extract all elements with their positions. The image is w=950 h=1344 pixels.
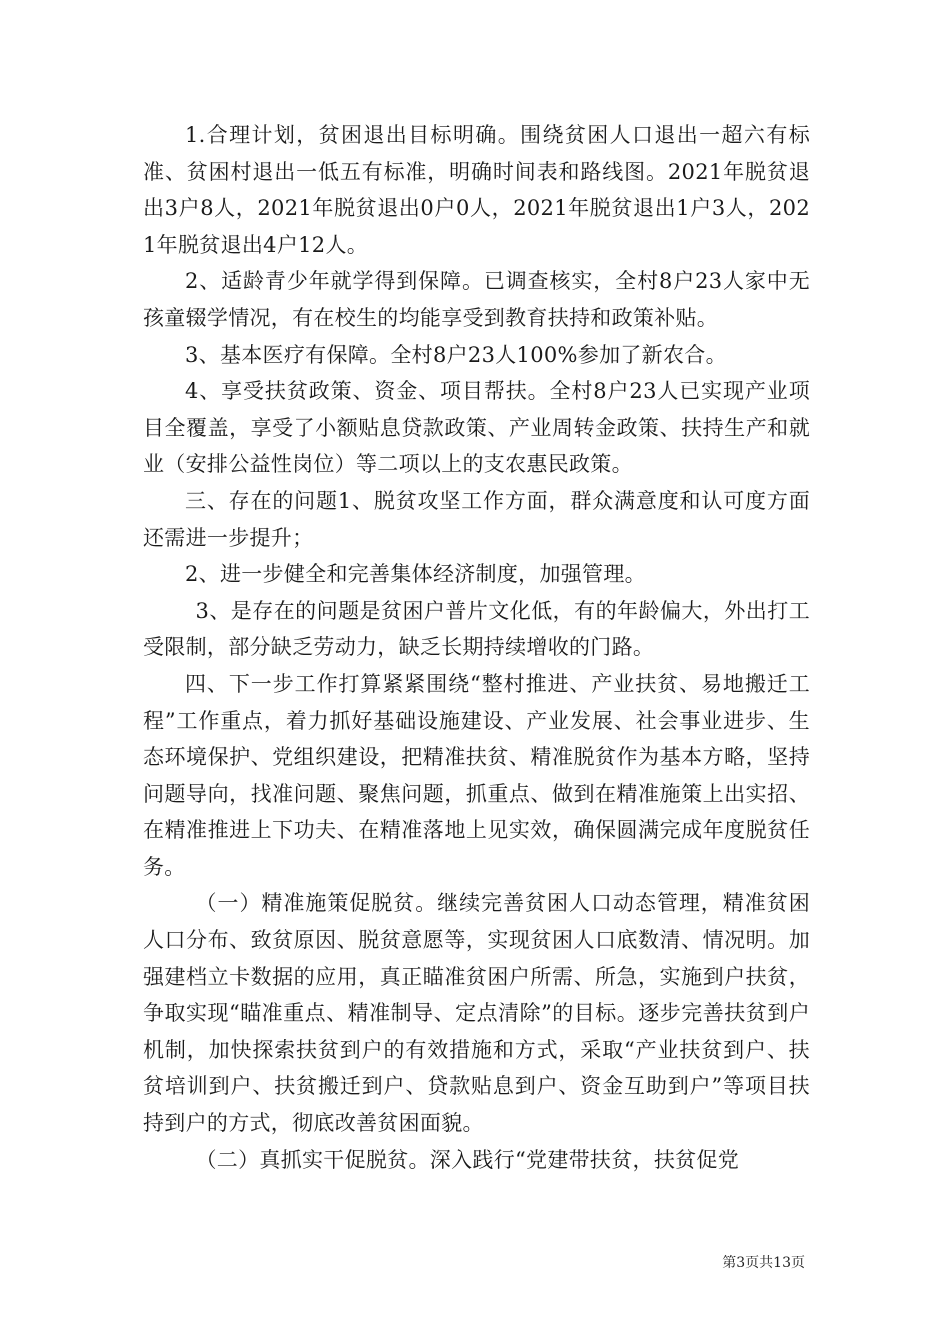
paragraph-precise-measures: （一）精准施策促脱贫。继续完善贫困人口动态管理，精准贫困人口分布、致贫原因、脱贫意愿等，实现贫困人口底数清、情况明。加强建档立卡数据的应用，真正瞄准贫困户所需、所急，实施到户扶贫，争取实现“瞄准重点、精准制导、定点清除”的目标。逐步完善扶贫到户机制，加快探索扶贫到户的有效措施和方式，采取“产业扶贫到户、扶贫培训到户、扶贫搬迁到户、贷款贴息到户、资金互助到户”等项目扶持到户的方式，彻底改善贫困面貌。 — [143, 891, 810, 1136]
document-body — [143, 117, 810, 1178]
paragraph-low-education: 3、是存在的问题是贫困户普片文化低，有的年龄偏大，外出打工受限制，部分缺乏劳动力，缺乏长期持续增收的门路。 — [143, 598, 810, 660]
paragraph-practical-work: （二）真抓实干促脱贫。深入践行“党建带扶贫，扶贫促党 — [195, 1147, 740, 1172]
paragraph-education: 2、适龄青少年就学得到保障。已调查核实，全村8户23人家中无孩童辍学情况，有在校生的均能享受到教育扶持和政策补贴。 — [143, 269, 810, 330]
page-number: 第3页共13页 — [722, 1255, 805, 1271]
paragraph-medical: 3、基本医疗有保障。全村8户23人100%参加了新农合。 — [185, 342, 727, 367]
paragraph-next-plan: 四、下一步工作打算紧紧围绕“整村推进、产业扶贫、易地搬迁工程”工作重点，着力抓好基础设施建设、产业发展、社会事业进步、生态环境保护、党组织建设，把精准扶贫、精准脱贫作为基本方略，坚持问题导向，找准问题、聚焦问题，抓重点、做到在精准施策上出实招、在精准推进上下功夫、在精准落地上见实效，确保圆满完成年度脱贫任务。 — [143, 671, 810, 879]
paragraph-existing-problems: 三、存在的问题1、脱贫攻坚工作方面，群众满意度和认可度方面还需进一步提升； — [143, 488, 810, 550]
paragraph-collective-economy: 2、进一步健全和完善集体经济制度，加强管理。 — [185, 562, 646, 587]
paragraph-policy-support: 4、享受扶贫政策、资金、项目帮扶。全村8户23人已实现产业项目全覆盖，享受了小额贴息贷款政策、产业周转金政策、扶持生产和就业（安排公益性岗位）等二项以上的支农惠民政策。 — [143, 379, 810, 477]
paragraph-plan-targets: 1.合理计划，贫困退出目标明确。围绕贫困人口退出一超六有标准、贫困村退出一低五有标准，明确时间表和路线图。2021年脱贫退出3户8人，2021年脱贫退出0户0人，2021年脱贫退出1户3人，2021年脱贫退出4户12人。 — [143, 123, 810, 257]
